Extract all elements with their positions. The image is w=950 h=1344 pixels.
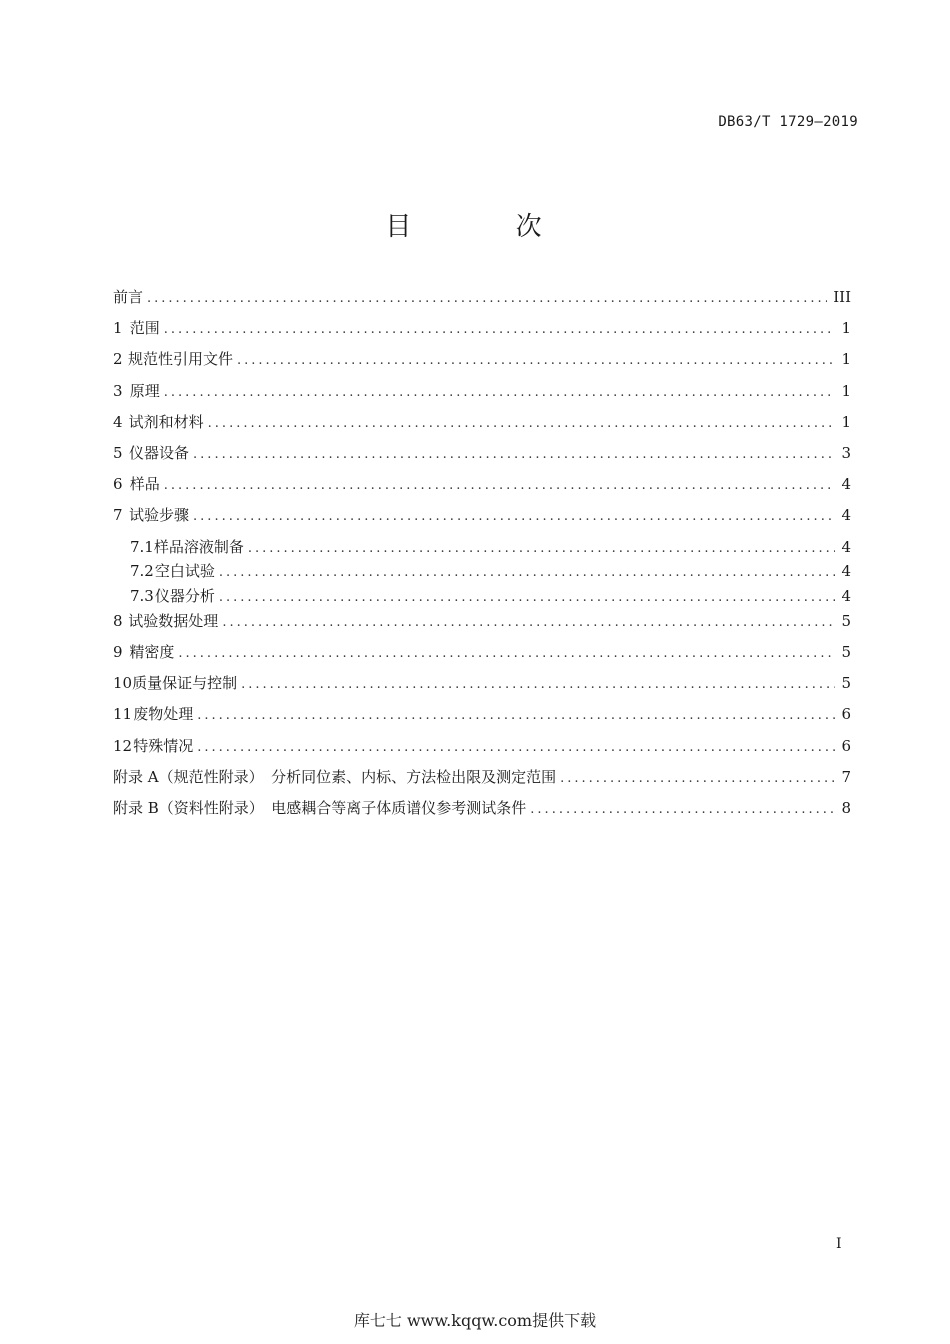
toc-entry-2[interactable]: [113, 348, 851, 379]
toc-entry-number: 1: [113, 319, 123, 338]
toc-entry-number: 12: [113, 736, 133, 755]
toc-entry-page: 4: [841, 506, 851, 525]
dot-leader: [193, 506, 835, 528]
toc-entry-number: 9: [113, 643, 123, 662]
dot-leader: [164, 319, 835, 341]
download-watermark: 库七七 www.kqqw.com提供下载: [353, 1311, 597, 1330]
dot-leader: [208, 413, 835, 435]
dot-leader: [237, 350, 835, 372]
toc-entry-number: 5: [113, 443, 123, 462]
toc-entry-label: 范围: [129, 319, 160, 338]
dot-leader: [193, 444, 835, 466]
dot-leader: [197, 705, 835, 727]
toc-entry-page: 7: [841, 767, 851, 786]
toc-entry-page: 5: [841, 674, 851, 693]
toc-entry-8[interactable]: [113, 610, 851, 641]
dot-leader: [178, 643, 835, 665]
toc-entry-label: 仪器设备: [129, 443, 190, 462]
toc-entry-page: 5: [841, 643, 851, 662]
toc-entry-page: 3: [841, 443, 851, 462]
toc-entry-label: 试验数据处理: [128, 611, 219, 630]
toc-entry-page: 8: [841, 799, 851, 818]
document-code: DB63/T 1729—2019: [718, 114, 858, 130]
toc-entry-label: 样品溶液制备: [153, 537, 244, 556]
page-number: I: [836, 1236, 842, 1252]
toc-entry-label: 空白试验: [154, 562, 215, 581]
toc-entry-number: 6: [113, 475, 123, 494]
toc-entry-label: 试剂和材料: [128, 412, 204, 431]
dot-leader: [197, 737, 835, 759]
toc-entry-page: 4: [841, 587, 851, 606]
toc-entry-5[interactable]: [113, 442, 851, 473]
toc-entry-label: 原理: [129, 381, 160, 400]
toc-entry-12[interactable]: [113, 735, 851, 766]
toc-entry-label: 样品: [129, 475, 160, 494]
toc-entry-page: 6: [841, 705, 851, 724]
dot-leader: [147, 288, 827, 310]
dot-leader: [164, 475, 835, 497]
dot-leader: [248, 538, 835, 560]
toc-entry-1[interactable]: [113, 317, 851, 348]
table-of-contents: [113, 286, 851, 828]
dot-leader: [530, 799, 835, 821]
toc-entry-label: 附录 B（资料性附录） 电感耦合等离子体质谱仪参考测试条件: [113, 799, 527, 818]
toc-entry-number: 3: [113, 381, 123, 400]
toc-entry-label: 质量保证与控制: [132, 674, 238, 693]
toc-entry-page: 4: [841, 562, 851, 581]
toc-entry-6[interactable]: [113, 473, 851, 504]
toc-entry-page: 4: [841, 537, 851, 556]
dot-leader: [164, 382, 835, 404]
toc-entry-7-3[interactable]: [113, 585, 851, 610]
toc-entry-number: 7: [113, 506, 123, 525]
toc-entry-foreword[interactable]: [113, 286, 851, 317]
toc-entry-page: 1: [841, 412, 851, 431]
toc-entry-number: 10: [113, 674, 133, 693]
toc-entry-number: 4: [113, 412, 123, 431]
toc-entry-label: 前言: [113, 288, 144, 306]
toc-entry-7-1[interactable]: [113, 536, 851, 561]
page-title: 目 次: [385, 212, 590, 242]
dot-leader: [219, 562, 835, 584]
dot-leader: [219, 587, 835, 609]
dot-leader: [560, 768, 835, 790]
toc-entry-11[interactable]: [113, 703, 851, 734]
toc-entry-7-2[interactable]: [113, 560, 851, 585]
dot-leader: [241, 674, 835, 696]
toc-entry-number: 11: [113, 705, 133, 724]
toc-entry-label: 仪器分析: [154, 587, 215, 606]
toc-entry-number: 7.2: [130, 562, 154, 581]
toc-entry-label: 精密度: [129, 643, 175, 662]
toc-entry-page: 1: [841, 319, 851, 338]
toc-entry-page: 6: [841, 736, 851, 755]
toc-entry-page: 4: [841, 475, 851, 494]
toc-entry-9[interactable]: [113, 641, 851, 672]
toc-entry-label: 附录 A（规范性附录） 分析同位素、内标、方法检出限及测定范围: [113, 767, 557, 786]
toc-entry-page: 1: [841, 381, 851, 400]
toc-entry-label: 废物处理: [133, 705, 194, 724]
toc-entry-number: 7.1: [130, 537, 154, 556]
toc-entry-label: 规范性引用文件: [127, 350, 233, 369]
toc-entry-number: 2: [113, 350, 123, 369]
dot-leader: [222, 612, 835, 634]
toc-entry-10[interactable]: [113, 672, 851, 703]
toc-entry-7[interactable]: [113, 504, 851, 535]
toc-entry-page: 1: [841, 350, 851, 369]
toc-entry-4[interactable]: [113, 411, 851, 442]
toc-entry-page: 5: [841, 611, 851, 630]
toc-entry-appendix-a[interactable]: [113, 766, 851, 797]
toc-entry-label: 试验步骤: [129, 506, 190, 525]
toc-entry-label: 特殊情况: [133, 736, 194, 755]
toc-entry-number: 8: [113, 611, 123, 630]
toc-entry-page: III: [833, 288, 851, 306]
toc-entry-number: 7.3: [130, 587, 154, 606]
toc-entry-3[interactable]: [113, 380, 851, 411]
toc-entry-appendix-b[interactable]: [113, 797, 851, 828]
